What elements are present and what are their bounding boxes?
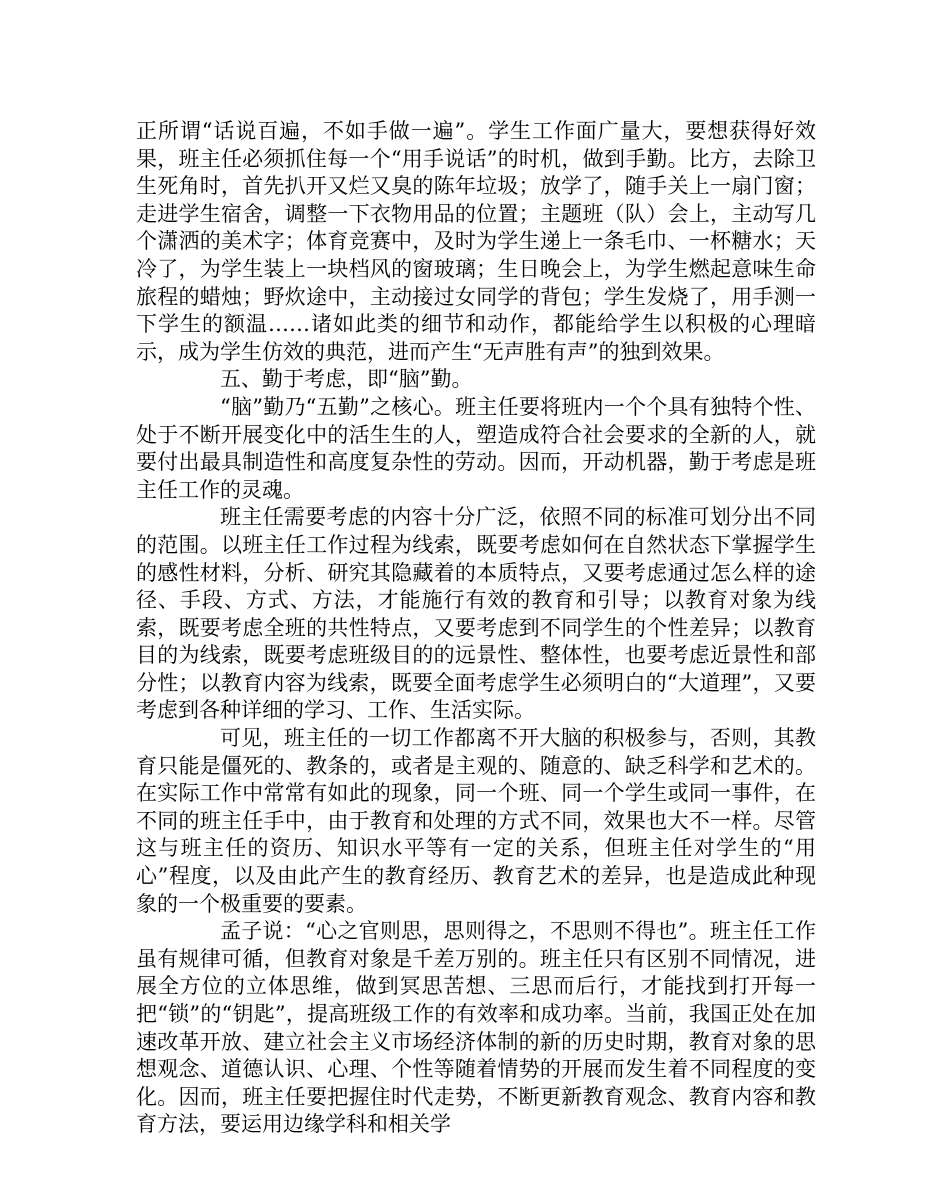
paragraph-active-thinking: 可见，班主任的一切工作都离不开大脑的积极参与，否则，其教育只能是僵死的、教条的，或者是主观的、随意的、缺乏科学和艺术的。在实际工作中常常有如此的现象，同一个班、同一个学生或同一事件，在不同的班主任手中，由于教育和处理的方式不同，效果也大不一样。尽管这与班主任的资历、知识水平等有一定的关系，但班主任对学生的“用心”程度，以及由此产生的教育经历、教育艺术的差异，也是造成此种现象的一个极重要的要素。 [136, 726, 816, 916]
paragraph-brain-core: “脑”勤乃“五勤”之核心。班主任要将班内一个个具有独特个性、处于不断开展变化中的活生生的人，塑造成符合社会要求的全新的人，就要付出最具制造性和高度复杂性的劳动。因而，开动机器，勤于考虑是班主任工作的灵魂。 [136, 394, 816, 502]
paragraph-consideration-scope: 班主任需要考虑的内容十分广泛，依照不同的标准可划分出不同的范围。以班主任工作过程为线索，既要考虑如何在自然状态下掌握学生的感性材料，分析、研究其隐藏着的本质特点，又要考虑通过怎么样的途径、手段、方式、方法，才能施行有效的教育和引导；以教育对象为线索，既要考虑全班的共性特点，又要考虑到不同学生的个性差异；以教育目的为线索，既要考虑班级目的的远景性、整体性，也要考虑近景性和部分性；以教育内容为线索，既要全面考虑学生必须明白的“大道理”，又要考虑到各种详细的学习、工作、生活实际。 [136, 505, 816, 723]
section-heading-brain-diligence: 五、勤于考虑，即“脑”勤。 [220, 367, 473, 392]
paragraph-hand-diligence: 正所谓“话说百遍，不如手做一遍”。学生工作面广量大，要想获得好效果，班主任必须抓住每一个“用手说话”的时机，做到手勤。比方，去除卫生死角时，首先扒开又烂又臭的陈年垃圾；放学了，随手关上一扇门窗；走进学生宿舍，调整一下衣物用品的位置；主题班（队）会上，主动写几个潇洒的美术字；体育竞赛中，及时为学生递上一条毛巾、一杯糖水；天冷了，为学生装上一块档风的窗玻璃；生日晚会上，为学生燃起意味生命旅程的蜡烛；野炊途中，主动接过女同学的背包；学生发烧了，用手测一下学生的额温……诸如此类的细节和动作，都能给学生以积极的心理暗示，成为学生仿效的典范，进而产生“无声胜有声”的独到效果。 [136, 119, 816, 364]
paragraph-mencius-quote: 孟子说：“心之官则思，思则得之，不思则不得也”。班主任工作虽有规律可循，但教育对象是千差万别的。班主任只有区别不同情况，进展全方位的立体思维，做到冥思苦想、三思而后行，才能找到打开每一把“锁”的“钥匙”，提高班级工作的有效率和成功率。当前，我国正处在加速改革开放、建立社会主义市场经济体制的新的历史时期，教育对象的思想观念、道德认识、心理、个性等随着情势的开展而发生着不同程度的变化。因而，班主任要把握住时代走势，不断更新教育观念、教育内容和教育方法，要运用边缘学科和相关学 [136, 919, 816, 1137]
document-page [136, 118, 816, 1139]
